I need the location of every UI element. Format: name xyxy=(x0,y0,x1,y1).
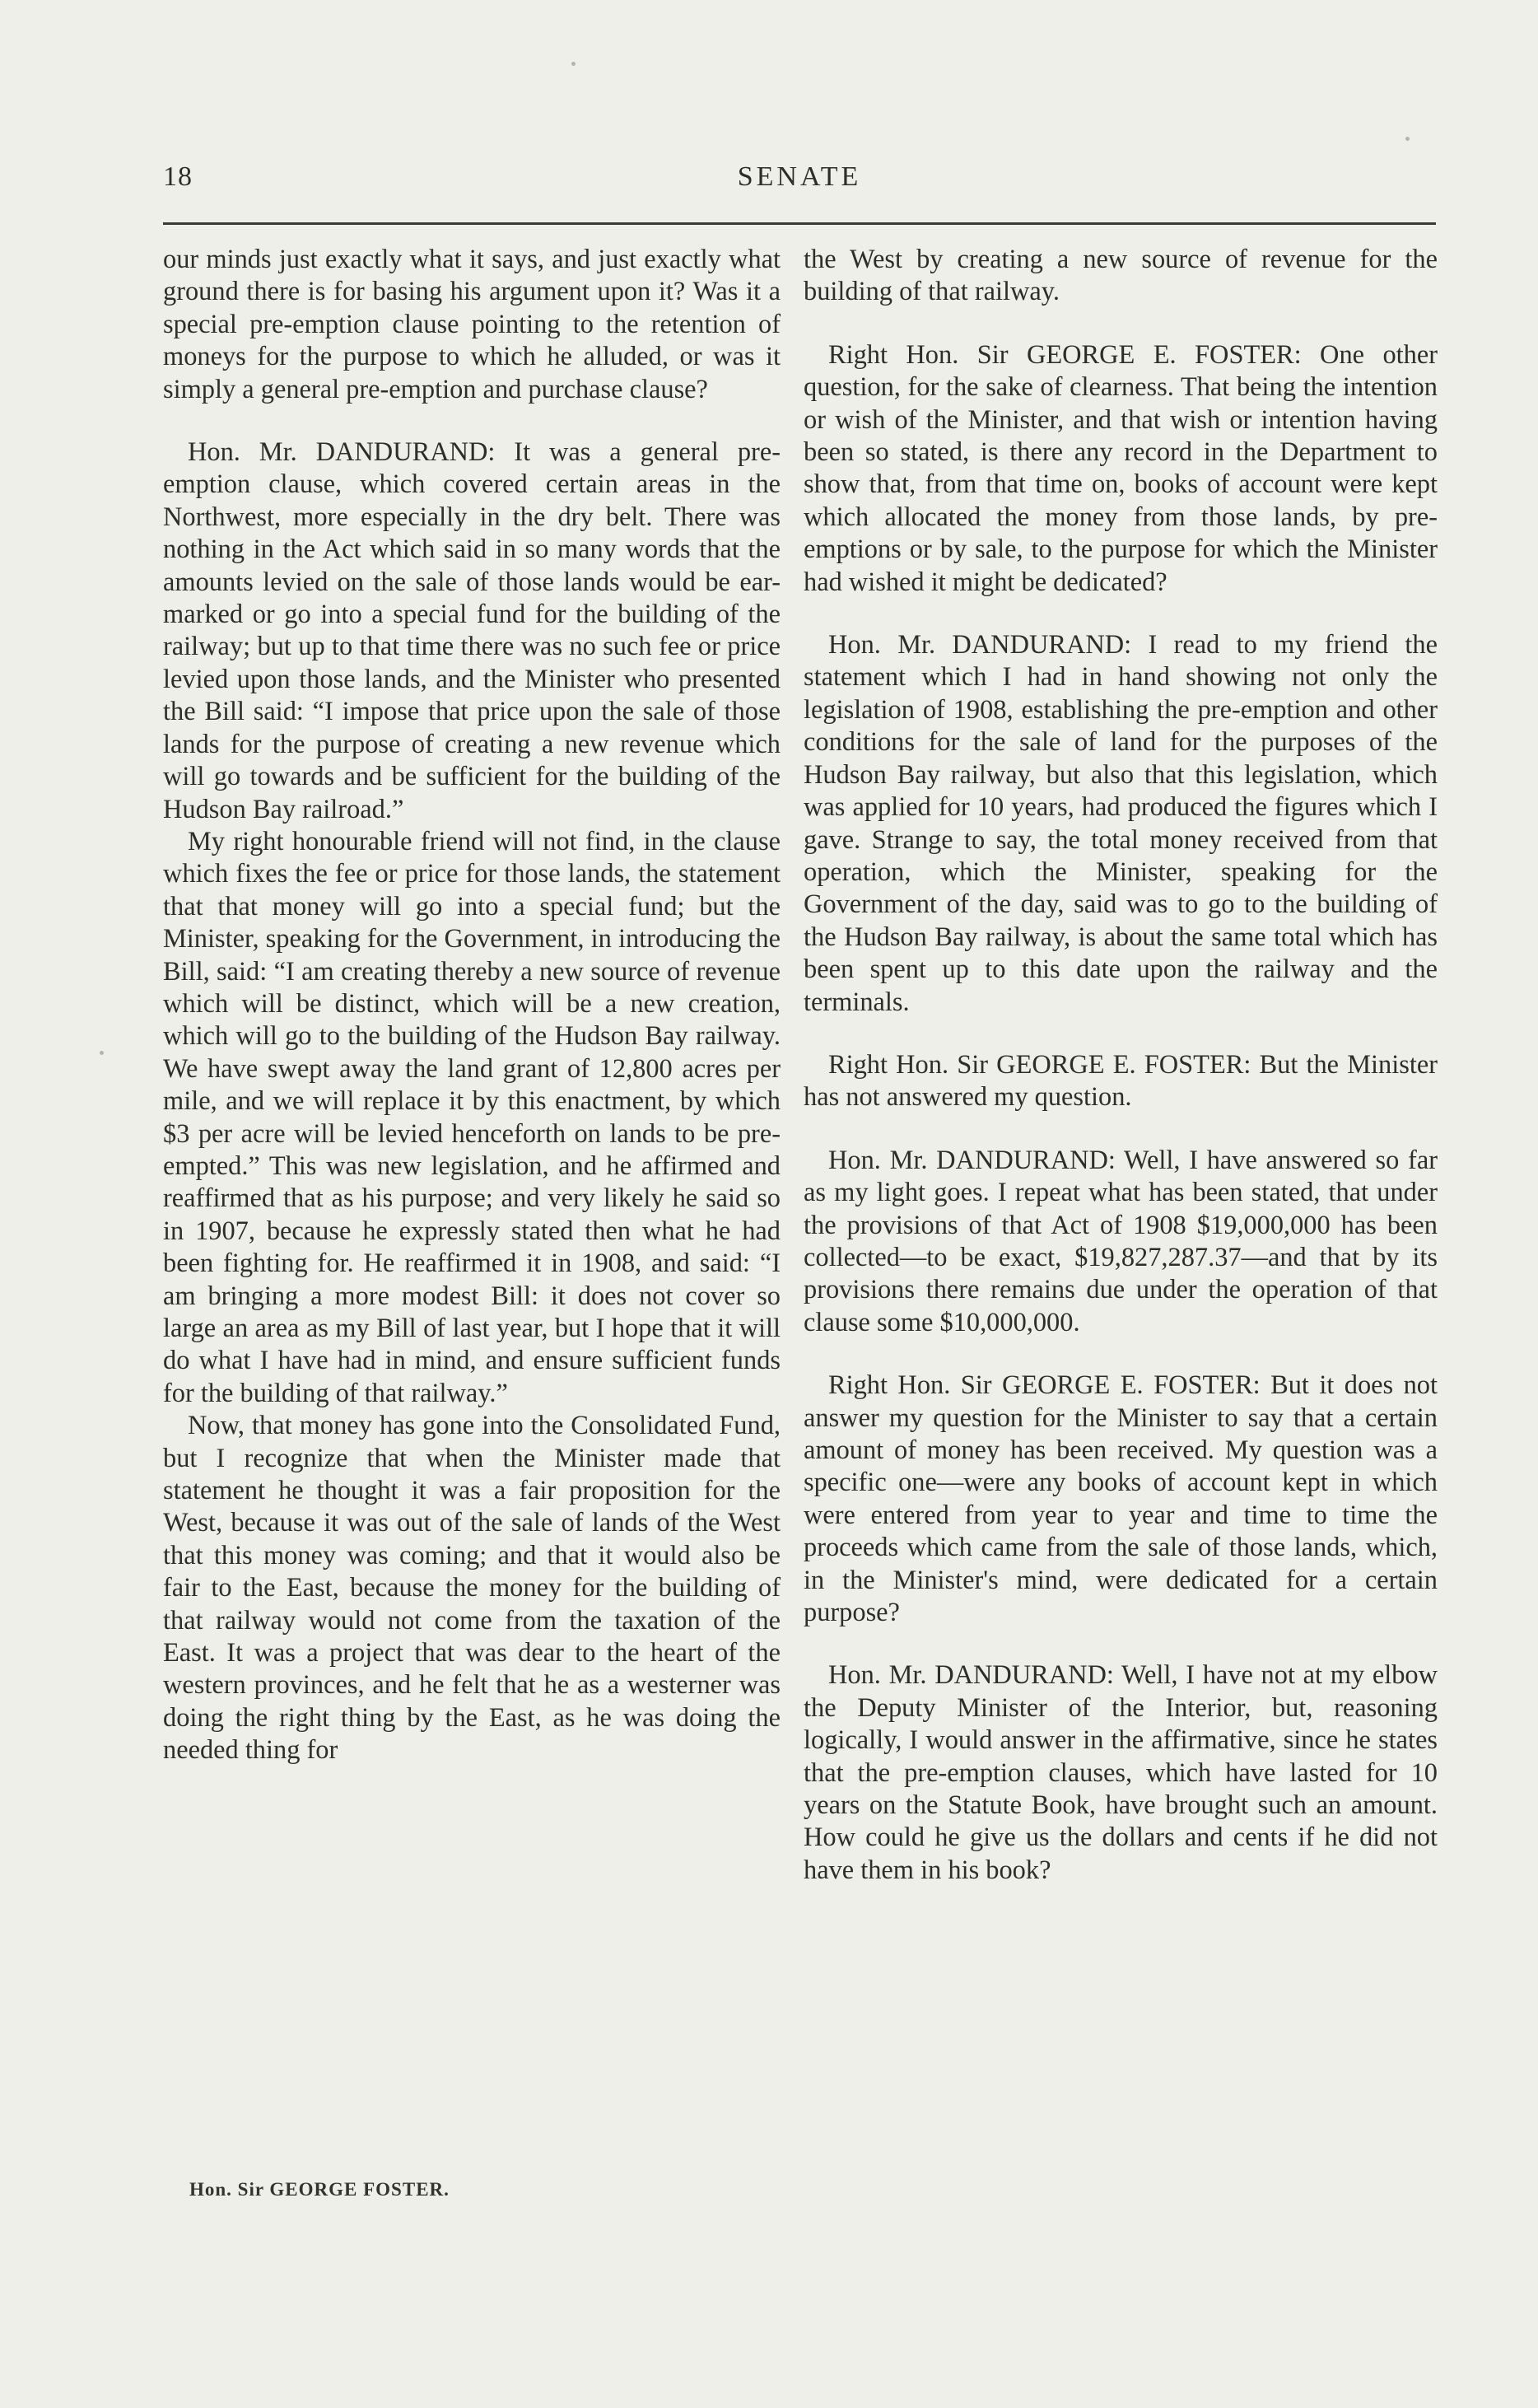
paper-speck xyxy=(571,62,576,66)
running-head xyxy=(163,161,1436,199)
page-header-title: SENATE xyxy=(737,161,862,192)
paragraph: Right Hon. Sir GEORGE E. FOSTER: But it does not answer my question for the Minister to say that a certain amount of money has been received. My question was a specific one—were any books of account kept in which were entered from year to year and time to time the proceeds which came from the sale of those lands, which, in the Minister's mind, were dedicated for a certain purpose? xyxy=(804,1370,1438,1628)
paragraph: the West by creating a new source of revenue for the building of that railway. xyxy=(804,245,1438,307)
paragraph: Hon. Mr. DANDURAND: It was a general pre-emption clause, which covered certain areas in the Northwest, more especially in the dry belt. There was nothing in the Act which said in so many words that the amounts levied on the sale of those lands would be ear-marked or go into a special fund for the building of the railway; but up to that time there was no such fee or price levied upon those lands, and the Minister who presented the Bill said: “I impose that price upon the sale of those lands for the purpose of creating a new revenue which will go towards and be sufficient for the building of the Hudson Bay railroad.” xyxy=(163,437,781,824)
paragraph: Right Hon. Sir GEORGE E. FOSTER: One other question, for the sake of clearness. That being the intention or wish of the Minister, and that wish or intention having been so stated, is there any record in the Department to show that, from that time on, books of account were kept which allocated the money from those lands, by pre-emptions or by sale, to the purpose for which the Minister had wished it might be dedicated? xyxy=(804,339,1438,597)
paragraph: Hon. Mr. DANDURAND: Well, I have answered so far as my light goes. I repeat what has been stated, that under the provisions of that Act of 1908 $19,000,000 has been collected—to be exact, $19,827,287.37—and that by its provisions there remains due under the operation of that clause some $10,000,000. xyxy=(804,1145,1438,1337)
paragraph: Hon. Mr. DANDURAND: Well, I have not at my elbow the Deputy Minister of the Interior, but, reasoning logically, I would answer in the affirmative, since he states that the pre-emption clauses, which have lasted for 10 years on the Statute Book, have brought such an amount. How could he give us the dollars and cents if he did not have them in his book? xyxy=(804,1660,1438,1885)
paper-speck xyxy=(100,1051,104,1055)
left-column xyxy=(163,244,781,1767)
right-column xyxy=(804,244,1438,1887)
paper-speck xyxy=(1405,137,1410,141)
page-number: 18 xyxy=(163,161,193,192)
header-rule xyxy=(163,222,1436,225)
paragraph: Hon. Mr. DANDURAND: I read to my friend the statement which I had in hand showing not only the legislation of 1908, establishing the pre-emption and other conditions for the sale of land for the purposes of the Hudson Bay railway, but also that this legislation, which was applied for 10 years, had produced the figures which I gave. Strange to say, the total money received from that operation, which the Minister, speaking for the Government of the day, said was to go to the building of the Hudson Bay railway, is about the same total which has been spent up to this date upon the railway and the terminals. xyxy=(804,630,1438,1017)
catchline: Hon. Sir GEORGE FOSTER. xyxy=(189,2179,450,2200)
paragraph: My right honourable friend will not find, in the clause which fixes the fee or price for those lands, the statement that that money will go into a special fund; but the Minister, speaking for the Government, in introducing the Bill, said: “I am creating thereby a new source of revenue which will be distinct, which will be a new creation, which will go to the building of the Hudson Bay railway. We have swept away the land grant of 12,800 acres per mile, and we will replace it by this enactment, by which $3 per acre will be levied henceforth on lands to be pre-empted.” This was new legislation, and he affirmed and reaffirmed that as his purpose; and very likely he said so in 1907, because he expressly stated then what he had been fighting for. He reaffirmed it in 1908, and said: “I am bringing a more modest Bill: it does not cover so large an area as my Bill of last year, but I hope that it will do what I have had in mind, and ensure sufficient funds for the building of that railway.” xyxy=(163,826,781,1408)
paragraph: Now, that money has gone into the Consolidated Fund, but I recognize that when the Minister made that statement he thought it was a fair proposition for the West, because it was out of the sale of lands of the West that this money was coming; and that it would also be fair to the East, because the money for the building of that railway would not come from the taxation of the East. It was a project that was dear to the heart of the western provinces, and he felt that he as a westerner was doing the right thing by the East, as he was doing the needed thing for xyxy=(163,1411,781,1766)
paragraph: Right Hon. Sir GEORGE E. FOSTER: But the Minister has not answered my question. xyxy=(804,1049,1438,1113)
paragraph: our minds just exactly what it says, and just exactly what ground there is for basing his argument upon it? Was it a special pre-emption clause pointing to the retention of moneys for the purpose to which he alluded, or was it simply a general pre-emption and purchase clause? xyxy=(163,245,781,404)
